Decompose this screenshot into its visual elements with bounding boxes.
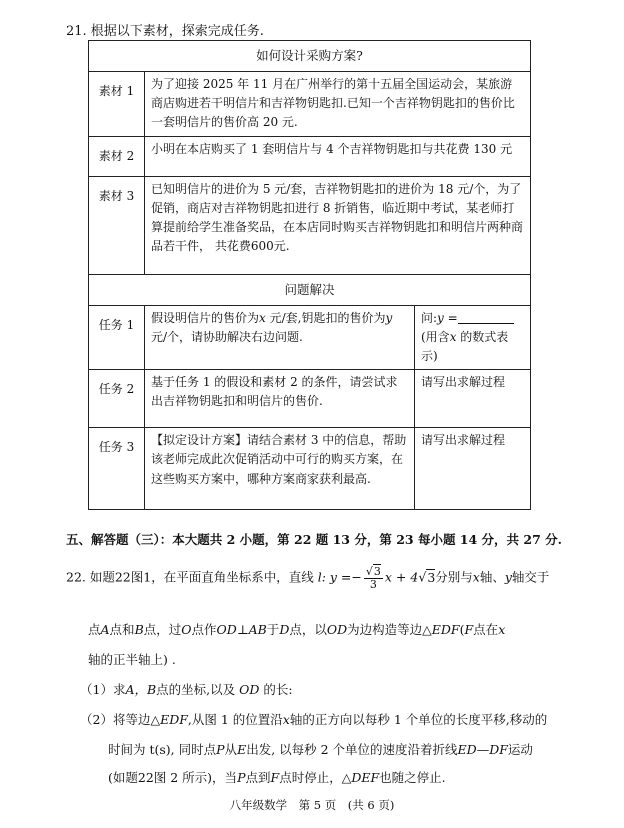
problem-header: 问题解决 (89, 274, 531, 305)
var-x: x (259, 310, 266, 325)
question-22-line-1: 22. 如题22图1，在平面直角坐标系中，直线 l: y =− $\frac{√3}{3}$ x + 4√3分别与x轴、y轴交于 (66, 565, 550, 591)
material-2-text: 小明在本店购买了 1 套明信片与 4 个吉祥物钥匙扣与共花费 130 元 (145, 136, 531, 176)
sqrt-3: 3 (373, 565, 381, 578)
line-l: l (317, 569, 322, 585)
material-1-label: 素材 1 (89, 72, 145, 137)
task-1-answer-c: (用含 (421, 329, 450, 344)
point-F: F (464, 622, 474, 637)
triangle-EDF: EDF (160, 712, 188, 727)
answer-var-x: x (449, 329, 457, 344)
segment-OD: OD (216, 622, 237, 637)
point-O: O (181, 622, 192, 637)
text: 也随之停止. (379, 770, 446, 785)
text: （1）求 (80, 682, 126, 697)
material-1-text: 为了迎接 2025 年 11 月在广州举行的第十五届全国运动会，某旅游商店购进若干明信片和吉祥物钥匙扣.已知一个吉祥物钥匙扣的售价比一套明信片的售价高 20 元. (145, 72, 531, 137)
text: 点时停止，△ (279, 770, 352, 785)
point-A: A (100, 622, 110, 637)
segment-OD: OD (326, 622, 348, 637)
text: 轴的正方向以每秒 1 个单位的长度平移,移动的 (289, 712, 548, 727)
sqrt-3b: 3 (427, 569, 436, 585)
task-3-label: 任务 3 (89, 428, 145, 510)
text: 为边构造等边△ (347, 622, 432, 637)
q22-text-b: 分别与 (435, 569, 473, 585)
section-5-heading: 五、解答题（三）：本大题共 2 小题，第 22 题 13 分，第 23 每小题 14 分，共 27 分. (66, 532, 562, 547)
text: 的长: (259, 682, 293, 697)
task-1-label: 任务 1 (89, 305, 145, 370)
task-1-answer-a: 问: (421, 310, 438, 325)
answer-blank[interactable] (458, 311, 514, 324)
answer-var-y: y (437, 310, 444, 325)
table-title: 如何设计采购方案? (89, 41, 531, 72)
text: 点到 (245, 770, 271, 785)
task-1-text-a: 假设明信片的售价为 (151, 310, 260, 325)
task-2-text: 基于任务 1 的假设和素材 2 的条件，请尝试求出吉祥物钥匙扣和明信片的售价. (145, 370, 415, 428)
triangle-EDF: EDF (431, 622, 460, 637)
point-P: P (216, 742, 225, 757)
task-1-answer (415, 305, 531, 370)
segment-DF: DF (489, 742, 508, 757)
task-1-text-b: 元/套,钥匙扣的售价为 (265, 310, 386, 325)
minus-sign: − (351, 569, 362, 585)
procurement-task-table (88, 40, 531, 510)
point-D: D (279, 622, 290, 637)
var-x: x (282, 712, 290, 727)
dash: — (476, 742, 490, 757)
material-2-label: 素材 2 (89, 136, 145, 176)
question-22-part-1 (80, 680, 293, 699)
task-1-answer-b: = (443, 310, 458, 325)
text: 点在 (473, 622, 499, 637)
text: (如题22图 2 所示)，当 (108, 770, 238, 785)
page-footer: 八年级数学 第 5 页 (共 6 页) (229, 798, 395, 812)
material-3-label: 素材 3 (89, 176, 145, 274)
task-1-answer-d: 的数式表示) (421, 329, 509, 363)
text: ,从图 1 的位置沿 (187, 712, 283, 727)
text: 于 (266, 622, 280, 637)
q22-text-c: 轴、 (479, 569, 505, 585)
text: 时间为 t(s), 同时点 (108, 742, 217, 757)
text: 点，过 (143, 622, 182, 637)
text: 运动 (507, 742, 533, 757)
point-E: E (237, 742, 247, 757)
task-3-answer: 请写出求解过程 (415, 428, 531, 510)
question-22-part-2-line-1 (80, 710, 547, 729)
question-22-part-2-line-2 (108, 740, 533, 759)
segment-AB: AB (248, 622, 267, 637)
text: 点 (88, 622, 101, 637)
triangle-DEF: DEF (351, 770, 380, 785)
task-2-label: 任务 2 (89, 370, 145, 428)
text: 点，以 (289, 622, 327, 637)
q22-text-d: 轴交于 (511, 569, 550, 585)
denominator-3: 3 (369, 577, 377, 591)
text: 从 (224, 742, 238, 757)
point-F: F (270, 770, 280, 785)
material-3-text: 已知明信片的进价为 5 元/套，吉祥物钥匙扣的进价为 18 元/个，为了促销，商店对吉祥物钥匙扣进行 8 折销售，临近期中考试，某老师打算提前给学生准备奖品，在本店同时购买吉祥物钥匙扣和明信片两种商品若干件， 共花费600元. (145, 176, 531, 274)
text: （2）将等边△ (80, 712, 161, 727)
perp-symbol: ⊥ (236, 622, 249, 637)
point-B: B (134, 622, 144, 637)
var-x: x (472, 569, 480, 585)
task-3-text: 【拟定设计方案】请结合素材 3 中的信息，帮助该老师完成此次促销活动中可行的购买方案，在这些购买方案中，哪种方案商家获利最高. (145, 428, 415, 510)
question-22-line-2 (88, 620, 505, 639)
task-1-text (145, 305, 415, 370)
question-21-title: 21. 根据以下素材，探索完成任务. (66, 24, 264, 39)
text: ( (459, 622, 465, 637)
var-y: y (504, 569, 512, 585)
text: 点作 (191, 622, 217, 637)
q22-text: 22. 如题22图1，在平面直角坐标系中，直线 (66, 569, 314, 585)
point-P: P (237, 770, 246, 785)
segment-ED: ED (457, 742, 477, 757)
question-22-line-3: 轴的正半轴上) . (88, 652, 176, 667)
var-x: x (498, 622, 506, 637)
segment-OD: OD (239, 682, 260, 697)
y-equals: : y = (321, 569, 352, 585)
question-22-part-2-line-3 (108, 768, 446, 787)
task-1-text-c: 元/个，请协助解决右边问题. (151, 329, 303, 344)
text: 出发, 以每秒 2 个单位的速度沿着折线 (246, 742, 458, 757)
text: 点的坐标,以及 (156, 682, 240, 697)
x-plus-4: x + 4 (384, 569, 419, 585)
task-2-answer: 请写出求解过程 (415, 370, 531, 428)
points-AB: A，B (125, 682, 157, 697)
text: 点和 (109, 622, 135, 637)
fraction-sqrt3-over-3: $\frac{√3}{3}$ (365, 565, 381, 591)
var-y: y (385, 310, 393, 325)
